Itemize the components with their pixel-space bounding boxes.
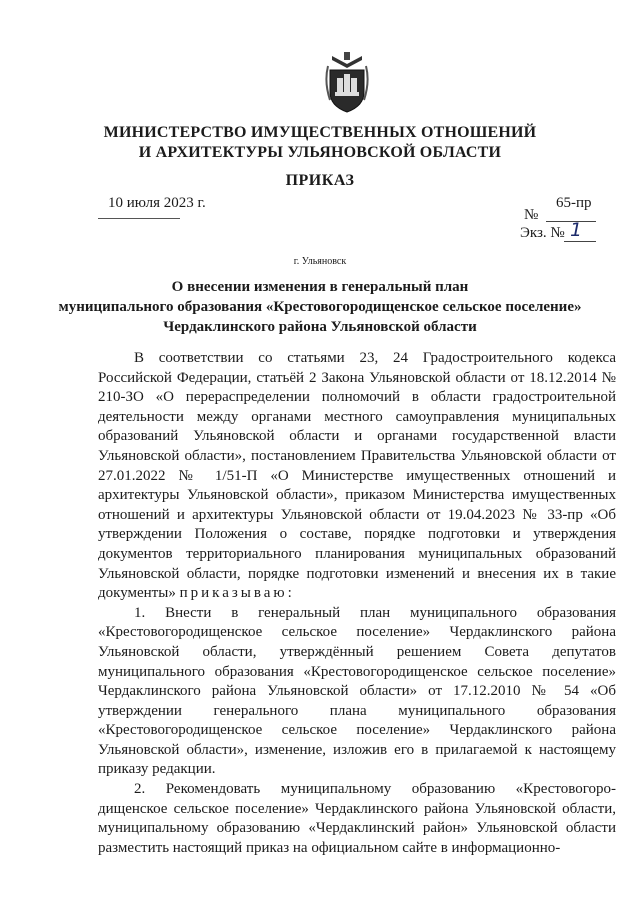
order-heading-line1: О внесении изменения в генеральный план xyxy=(171,279,469,295)
order-number-label: № xyxy=(524,207,539,223)
item-1-paragraph: 1. Внести в генеральный план муниципального образования «Крестовогородищенское сельское поселение» Чердаклинского района Ульяновской области, утверждённый решением Совета депутатов муниципального образования «Крестовогородищенское сельское поселение» Чердаклинского района Ульяновской области» от 17.12.2010 № 54 «Об утверждении генерального плана муниципального образования «Крестовогородищенское сельское поселение» Чердаклинского района Ульяновской области», изменение, изложив его в прилагаемой к настоящему приказу редакции. xyxy=(98,604,616,778)
document-type-title: ПРИКАЗ xyxy=(285,172,355,189)
orders-word: приказываю: xyxy=(179,585,295,602)
item-2-paragraph: 2. Рекомендовать муниципальному образованию «Крестовогоро-дищенское сельское поселение» Чердаклинского района Ульяновской области, муниципальному образованию «Чердаклинский район» Ульяновской области разместить настоящий приказ на официальном сайте в информационно- xyxy=(98,781,616,856)
copy-number-label: Экз. № xyxy=(520,225,565,241)
order-heading xyxy=(0,277,640,337)
ministry-name-line2: И АРХИТЕКТУРЫ УЛЬЯНОВСКОЙ ОБЛАСТИ xyxy=(138,144,502,161)
copy-number-underline xyxy=(564,241,596,242)
date-underline xyxy=(98,218,180,219)
order-date: 10 июля 2023 г. xyxy=(108,195,206,211)
preamble-paragraph xyxy=(98,349,616,604)
order-heading-line2: муниципального образования «Крестовогородищенское сельское поселение» xyxy=(58,299,582,315)
preamble-text: В соответствии со статьями 23, 24 Градостроительного кодекса Российской Федерации, статьёй 2 Закона Ульяновской области от 18.12.2014 № 210-ЗО «О перераспределении полномочий в области градостроительной деятельности между органами местного самоуправления муниципальных образований Ульяновской области и органами государственной власти Ульяновской области», постановлением Правительства Ульяновской области от 27.01.2022 № 1/51-П «О Министерстве имущественных отношений и архитектуры Ульяновской области», приказом Министерства имущественных отношений и архитектуры Ульяновской области от 19.04.2023 № 33-пр «Об утверждении Положения о составе, порядке подготовки и утверждения документов территориального планирования муниципальных образований Ульяновской области, порядке подготовки изменений и внесения их в такие документы» xyxy=(98,350,616,602)
order-body xyxy=(98,349,616,858)
coat-of-arms-emblem xyxy=(324,52,370,114)
copy-number-handwritten: 1 xyxy=(570,219,583,241)
city-of-issue: г. Ульяновск xyxy=(293,256,347,267)
ministry-name-line1: МИНИСТЕРСТВО ИМУЩЕСТВЕННЫХ ОТНОШЕНИЙ xyxy=(103,124,537,141)
order-heading-line3: Чердаклинского района Ульяновской области xyxy=(163,319,477,335)
order-number: 65-пр xyxy=(556,195,592,211)
